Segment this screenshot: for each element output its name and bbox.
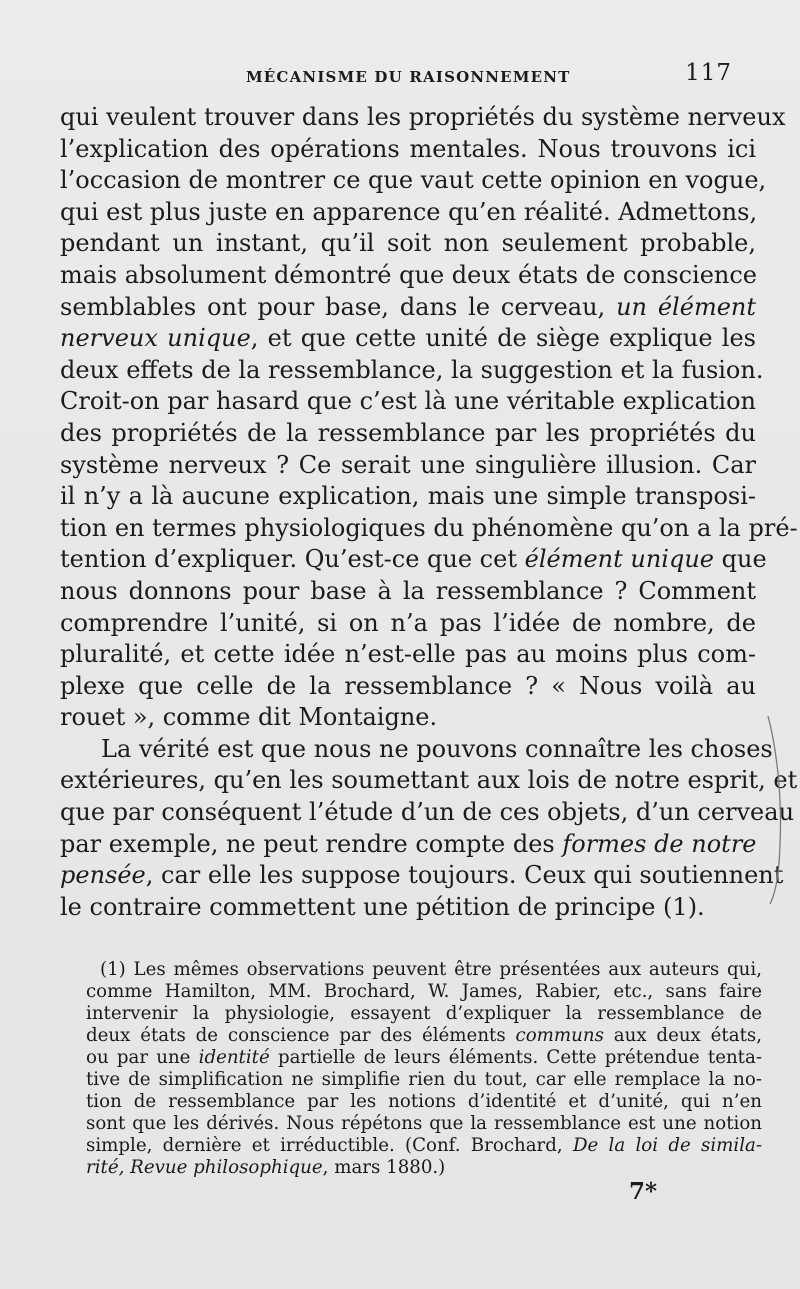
text-line: le contraire commettent une pétition de principe (1). [60,892,705,921]
text-line: qui est plus juste en apparence qu’en réalité. Admettons, [60,197,758,226]
text-line: il n’y a là aucune explication, mais une simple transposi- [60,482,756,511]
text-line: tion en termes physiologiques du phénomène qu’on a la pré- [60,513,798,542]
text-run: , car elle les suppose toujours. Ceux qui soutiennent [145,861,784,890]
text-run: deux états de conscience par des éléments [86,1025,516,1046]
italic-run: communs [515,1025,604,1046]
text-line: système nerveux ? Ce serait une singulière illusion. Car [60,450,756,479]
footnote-line: comme Hamilton, MM. Brochard, W. James, Rabier, etc., sans faire [86,981,762,1002]
main-text [60,102,798,923]
text-line [60,323,756,355]
text-line: des propriétés de la ressemblance par les propriétés du [60,418,756,447]
text-run: tention d’expliquer. Qu’est-ce que cet [60,545,525,574]
text-run: ou par une [86,1047,199,1068]
text-line: qui veulent trouver dans les propriétés du système nerveux [60,103,786,131]
text-line: pluralité, et cette idée n’est-elle pas au moins plus com- [60,640,756,669]
footnote-line: intervenir la physiologie, essayent d’expliquer la ressemblance de [86,1003,762,1024]
text-run: partielle de leurs éléments. Cette prétendue tenta- [269,1047,762,1068]
footnote-line [86,1025,762,1047]
italic-run: élément unique [524,545,714,574]
text-line: comprendre l’unité, si on n’a pas l’idée de nombre, de [60,608,756,637]
text-line: nous donnons pour base à la ressemblance ? Comment [60,576,756,605]
page-number: 117 [685,60,732,86]
text-line: La vérité est que nous ne pouvons connaître les choses [101,734,773,763]
footnote [86,959,762,1179]
signature-mark: 7* [629,1178,658,1205]
footnote-line: tive de simplification ne simplifie rien du tout, car elle remplace la no- [86,1069,762,1090]
italic-run: De la loi de simila- [572,1135,763,1156]
footnote-line: tion de ressemblance par les notions d’identité et d’unité, qui n’en [86,1091,762,1112]
running-header [62,62,734,92]
footnote-line [86,1157,762,1179]
text-line: pendant un instant, qu’il soit non seulement probable, [60,229,756,258]
running-title: MÉCANISME DU RAISONNEMENT [246,68,571,86]
text-line [60,860,784,892]
text-line [60,829,756,861]
italic-run: formes de notre [562,829,757,858]
text-line [60,544,767,576]
text-run: que [714,545,767,574]
text-run: semblables ont pour base, dans le cerveau, [60,292,617,321]
text-run: simple, dernière et irréductible. (Conf. Brochard, [86,1135,573,1156]
italic-run: pensée [60,861,146,890]
text-line: rouet », comme dit Montaigne. [60,703,438,732]
footnote-line [86,1135,762,1157]
footnote-line: sont que les dérivés. Nous répétons que la ressemblance est une notion [86,1113,762,1134]
text-line: plexe que celle de la ressemblance ? « Nous voilà au [60,671,756,700]
text-run: , mars 1880.) [322,1157,446,1178]
text-run: , et que cette unité de siège explique les [250,324,756,353]
text-line: deux effets de la ressemblance, la suggestion et la fusion. [60,355,764,384]
text-line: l’occasion de montrer ce que vaut cette opinion en vogue, [60,166,767,195]
footnote-line [86,1047,762,1069]
text-line: l’explication des opérations mentales. Nous trouvons ici [60,134,756,163]
text-line: mais absolument démontré que deux états de conscience [60,260,757,289]
italic-run: nerveux unique [60,324,251,353]
text-line: que par conséquent l’étude d’un de ces objets, d’un cerveau [60,798,795,827]
text-run: par exemple, ne peut rendre compte des [60,829,563,858]
italic-run: un élément [616,292,757,321]
text-line: Croit-on par hasard que c’est là une véritable explication [60,387,756,416]
margin-bracket-mark [766,714,786,906]
footnote-line: (1) Les mêmes observations peuvent être présentées aux auteurs qui, [100,959,762,980]
text-line [60,292,756,324]
italic-run: rité, Revue philosophique [86,1157,323,1178]
italic-run: identité [198,1047,270,1068]
text-line: extérieures, qu’en les soumettant aux lois de notre esprit, et [60,766,798,795]
text-run: aux deux états, [603,1025,762,1046]
